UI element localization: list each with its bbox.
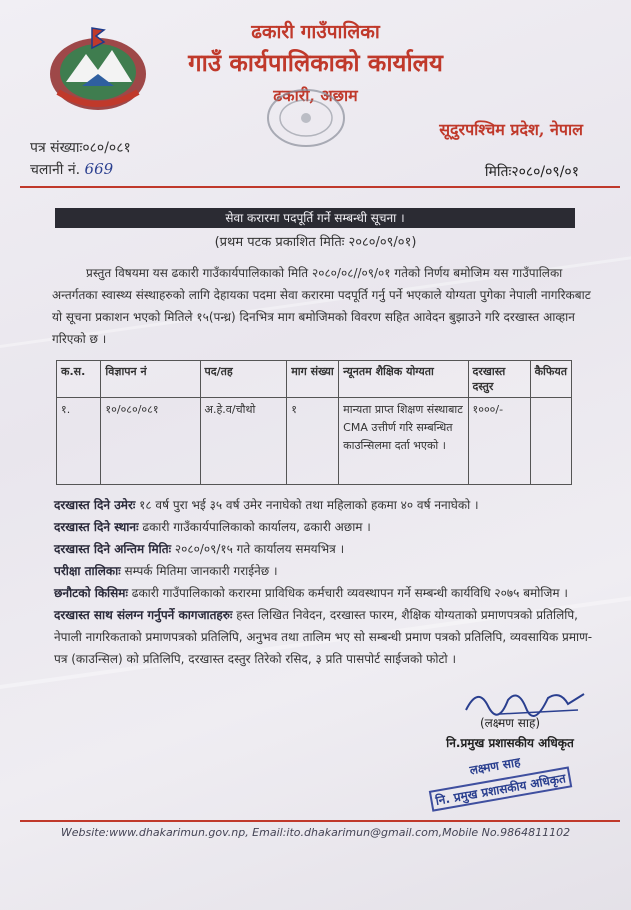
stamp-name: लक्ष्मण साह (468, 754, 522, 778)
col-qualification: न्यूनतम शैक्षिक योग्यता (339, 361, 468, 398)
province-name: सूदुरपश्चिम प्रदेश, नेपाल (439, 120, 583, 139)
letter-date (485, 162, 579, 181)
signatory-stamp (411, 741, 595, 819)
footer-contact: Website:www.dhakarimun.gov.np, Email:ito.dhakarimun@gmail.com,Mobile No.9864811102 (60, 826, 571, 839)
col-advert-no: विज्ञापन नं (101, 361, 200, 398)
col-fee: दरखास्त दस्तुर (468, 361, 530, 398)
age-value: १८ वर्ष पुरा भई ३५ वर्ष उमेर ननाघेको तथा महिलाको हकमा ४० वर्ष ननाघेको । (139, 498, 479, 512)
signatory-title: नि.प्रमुख प्रशासकीय अधिकृत (446, 736, 574, 750)
exam-value: सम्पर्क मितिमा जानकारी गराईनेछ । (124, 564, 278, 578)
selection-value: ढकारी गाउँपालिकाको करारमा प्राविधिक कर्मचारी व्यवस्थापन गर्ने सम्बन्धी कार्यविधि २०७५ बमोजिम । (131, 586, 568, 600)
footer-divider (20, 820, 620, 822)
col-post-level: पद/तह (200, 361, 287, 398)
exam-label: परीक्षा तालिकाः (54, 564, 121, 578)
cell-serial: १. (57, 398, 101, 485)
deadline-label: दरखास्त दिने अन्तिम मितिः (54, 542, 172, 556)
dispatch-value: 669 (84, 160, 114, 178)
place-value: ढकारी गाउँकार्यपालिकाको कार्यालय, ढकारी अछाम । (142, 520, 371, 534)
dispatch-label: चलानी नं. (30, 162, 81, 178)
reference-value: ०८०/०८१ (82, 140, 131, 156)
exam-schedule (54, 560, 594, 582)
signature-block (420, 680, 600, 808)
intro-text: प्रस्तुत विषयमा यस ढकारी गाउँकार्यपालिकाको मिति २०८०/०८//०९/०१ गतेको निर्णय बमोजिम यस गाउँपालिका अन्तर्गतका स्वास्थ्य संस्थाहरुको लागि देहायका पदमा सेवा करारमा पदपूर्ति गर्नु पर्ने भएकाले योग्यता पुगेका नेपाली नागरिकबाट यो सूचना प्रकाशन भएको मितिले १५(पन्ध्र) दिनभित्र माग बमोजिमको विवरण सहित आवेदन बुझाउने गरि दरखास्त आव्हान गरिएको छ । (52, 266, 591, 346)
stamp-title: नि. प्रमुख प्रशासकीय अधिकृत (429, 766, 572, 811)
required-documents (54, 604, 594, 670)
header-divider (20, 186, 620, 188)
municipality-name: ढकारी गाउँपालिका (251, 21, 380, 43)
notice-subtitle: (प्रथम पटक प्रकाशित मितिः २०८०/०९/०१) (214, 235, 417, 250)
date-label: मितिः (484, 164, 512, 180)
selection-method (54, 582, 594, 604)
date-value: २०८०/०९/०१ (511, 164, 579, 180)
place-label: दरखास्त दिने स्थानः (54, 520, 139, 534)
application-place (54, 516, 594, 538)
age-label: दरखास्त दिने उमेरः (54, 498, 136, 512)
cell-fee: १०००/- (468, 398, 530, 485)
table-header-row (57, 361, 572, 398)
cell-remarks (530, 398, 571, 485)
notice-intro (52, 262, 592, 350)
col-remarks: कैफियत (530, 361, 571, 398)
official-seal-icon (258, 86, 358, 150)
deadline-value: २०८०/०९/१५ गते कार्यालय समयभित्र । (174, 542, 345, 556)
selection-label: छनौटको किसिमः (54, 586, 128, 600)
cell-advert-no: १०/०८०/०८१ (101, 398, 200, 485)
office-name: गाउँ कार्यपालिकाको कार्यालय (188, 48, 443, 77)
docs-label: दरखास्त साथ संलग्न गर्नुपर्ने कागजातहरुः (54, 608, 233, 622)
cell-qualification: मान्यता प्राप्त शिक्षण संस्थाबाट CMA उत्तीर्ण गरि सम्बन्धित काउन्सिलमा दर्ता भएको । (339, 398, 468, 485)
cell-post-level: अ.हे.व/चौथो (200, 398, 287, 485)
col-serial: क.स. (57, 361, 101, 398)
docs-value: हस्त लिखित निवेदन, दरखास्त फारम, शैक्षिक योग्यताको प्रमाणपत्रको प्रतिलिपि, नेपाली नागरिकताको प्रमाणपत्रको प्रतिलिपि, अनुभव तथा तालिम भए सो सम्बन्धी प्रमाण पत्रको प्रतिलिपि, व्यवसायिक प्रमाण-पत्र (काउन्सिल) को प्रतिलिपि, दरखास्त दस्तुर तिरेको रसिद, ३ प्रति पासपोर्ट साईजको फोटो । (54, 608, 593, 666)
table-row (57, 398, 572, 485)
application-details (54, 494, 594, 670)
cell-demand: १ (287, 398, 339, 485)
reference-number (30, 138, 131, 157)
vacancy-table (56, 360, 572, 485)
office-location: ढकारी, अछाम (273, 86, 358, 105)
dispatch-number (30, 160, 113, 179)
age-requirement (54, 494, 594, 516)
application-deadline (54, 538, 594, 560)
signatory-name: (लक्ष्मण साह) (479, 716, 541, 730)
reference-label: पत्र संख्याः (30, 140, 83, 156)
notice-title: सेवा करारमा पदपूर्ति गर्ने सम्बन्धी सूचना । (55, 208, 575, 228)
col-demand: माग संख्या (287, 361, 339, 398)
